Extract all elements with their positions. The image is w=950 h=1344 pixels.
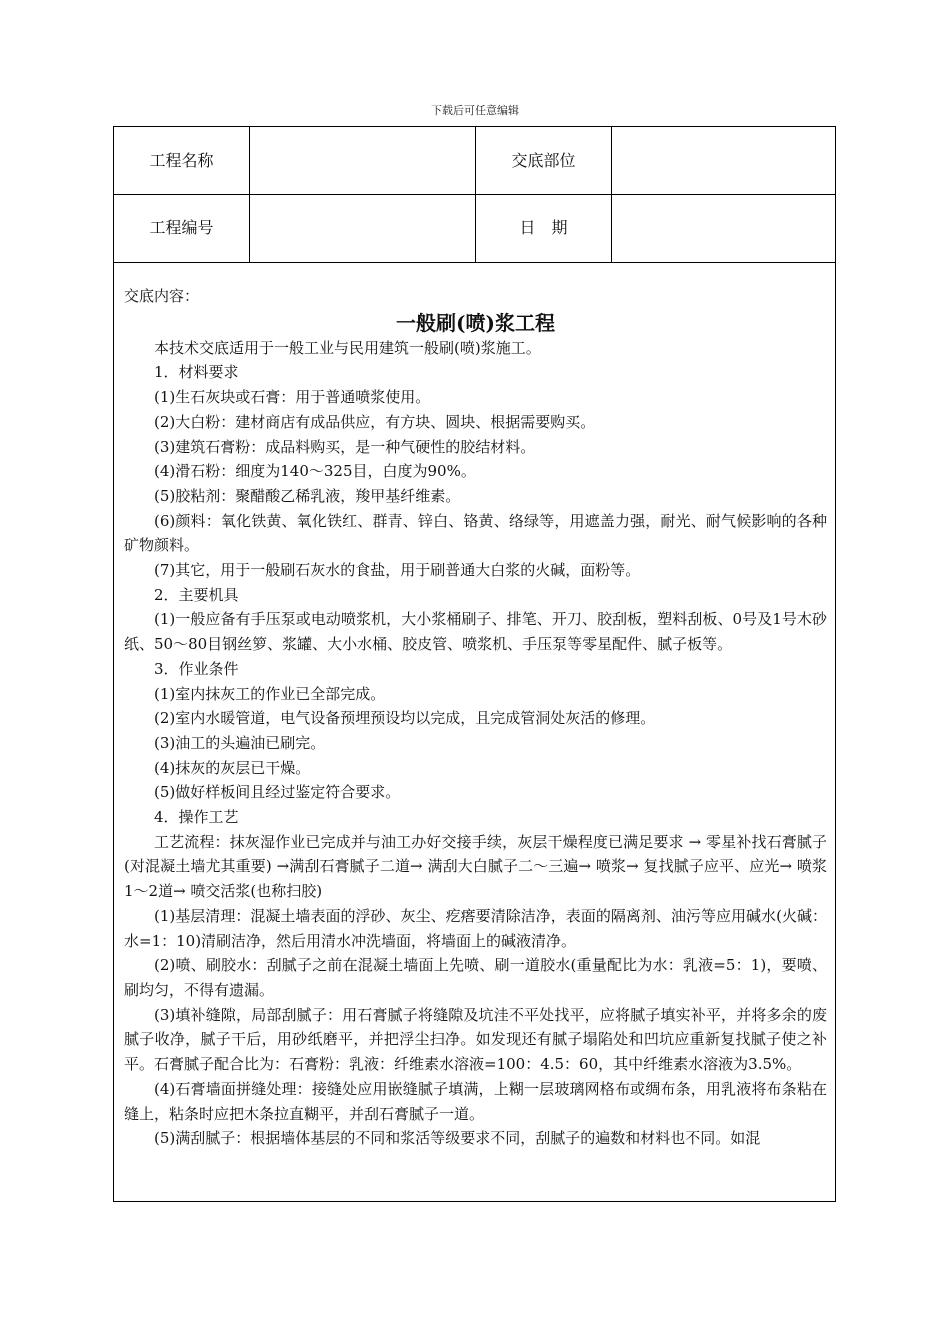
section-heading-process: 4．操作工艺	[154, 808, 239, 827]
intro-paragraph: 本技术交底适用于一般工业与民用建筑一般刷(喷)浆施工。	[154, 338, 541, 357]
paragraph: (2)室内水暖管道，电气设备预埋预设均以完成，且完成管洞处灰活的修理。	[154, 709, 656, 728]
document-title: 一般刷(喷)浆工程	[396, 310, 555, 335]
paragraph: (7)其它，用于一般刷石灰水的食盐，用于刷普通大白浆的火碱，面粉等。	[154, 561, 641, 580]
section-heading-conditions: 3．作业条件	[154, 659, 239, 678]
date-value[interactable]	[612, 195, 834, 261]
handover-content	[114, 264, 835, 1201]
paragraph: (1)室内抹灰工的作业已全部完成。	[154, 684, 386, 703]
paragraph: (5)胶粘剂：聚醋酸乙稀乳液，羧甲基纤维素。	[154, 486, 461, 505]
paragraph: (3)建筑石膏粉：成品料购买，是一种气硬性的胶结材料。	[154, 437, 536, 456]
date-label: 日 期	[519, 218, 568, 237]
header-grid	[114, 127, 835, 263]
paragraph: (4)滑石粉：细度为140～325目，白度为90%。	[154, 462, 476, 481]
handover-part-value[interactable]	[612, 128, 834, 194]
paragraph: (5)做好样板间且经过鉴定符合要求。	[154, 783, 401, 802]
project-name-value[interactable]	[250, 128, 475, 194]
paragraph: (6)颜料：氧化铁黄、氧化铁红、群青、锌白、铬黄、络绿等，用遮盖力强，耐光、耐气候影响的各种矿物颜料。	[124, 511, 827, 555]
download-note: 下载后可任意编辑	[431, 104, 519, 117]
project-no-label: 工程编号	[149, 218, 214, 237]
section-heading-materials: 1．材料要求	[154, 363, 239, 382]
paragraph: (2)喷、刷胶水：刮腻子之前在混凝土墙面上先喷、刷一道胶水(重量配比为水：乳液=5：1)，要喷、刷均匀，不得有遗漏。	[124, 956, 827, 999]
handover-sheet	[113, 126, 836, 1202]
paragraph: (4)石膏墙面拼缝处理：接缝处应用嵌缝腻子填满，上糊一层玻璃网格布或绸布条，用乳液将布条粘在缝上，粘条时应把木条拉直糊平，并刮石膏腻子一道。	[124, 1079, 827, 1123]
paragraph: (1)一般应备有手压泵或电动喷浆机，大小浆桶刷子、排笔、开刀、胶刮板，塑料刮板、0号及1号木砂纸、50～80目钢丝箩、浆罐、大小水桶、胶皮管、喷浆机、手压泵等零星配件、腻子板等。	[124, 610, 827, 654]
paragraph: (5)满刮腻子：根据墙体基层的不同和浆活等级要求不同，刮腻子的遍数和材料也不同。如混	[154, 1129, 761, 1148]
paragraph: (1)生石灰块或石膏：用于普通喷浆使用。	[154, 388, 431, 407]
paragraph: (2)大白粉：建材商店有成品供应，有方块、圆块、根据需要购买。	[154, 412, 596, 431]
paragraph: (3)油工的头遍油已刷完。	[154, 733, 326, 752]
project-name-label: 工程名称	[149, 151, 214, 170]
paragraph: (3)填补缝隙，局部刮腻子：用石膏腻子将缝隙及坑洼不平处找平，应将腻子填实补平，并将多余的废腻子收净，腻子干后，用砂纸磨平，并把浮尘扫净。如发现还有腻子塌陷处和凹坑应重新复找腻子使之补平。石膏腻子配合比为：石膏粉：乳液：纤维素水溶液=100：4.5：60，其中纤维素水溶液为3.5%。	[124, 1005, 827, 1074]
content-label: 交底内容：	[124, 287, 200, 305]
paragraph: 工艺流程：抹灰湿作业已完成并与油工办好交接手续，灰层干燥程度已满足要求 → 零星补找石膏腻子(对混凝土墙尤其重要) →满刮石膏腻子二道→ 满刮大白腻子二～三遍→ 喷浆→ 复找腻子应平、应光→ 喷浆1～2道→ 喷交活浆(也称扫胶)	[124, 832, 827, 901]
paragraph: (1)基层清理：混凝土墙表面的浮砂、灰尘、疙瘩要清除洁净，表面的隔离剂、油污等应用碱水(火碱：水=1：10)清刷洁净，然后用清水冲洗墙面，将墙面上的碱液清净。	[124, 906, 827, 950]
handover-part-label: 交底部位	[511, 151, 576, 170]
section-heading-tools: 2．主要机具	[154, 585, 239, 604]
paragraph: (4)抹灰的灰层已干燥。	[154, 758, 311, 777]
project-no-value[interactable]	[250, 195, 475, 261]
